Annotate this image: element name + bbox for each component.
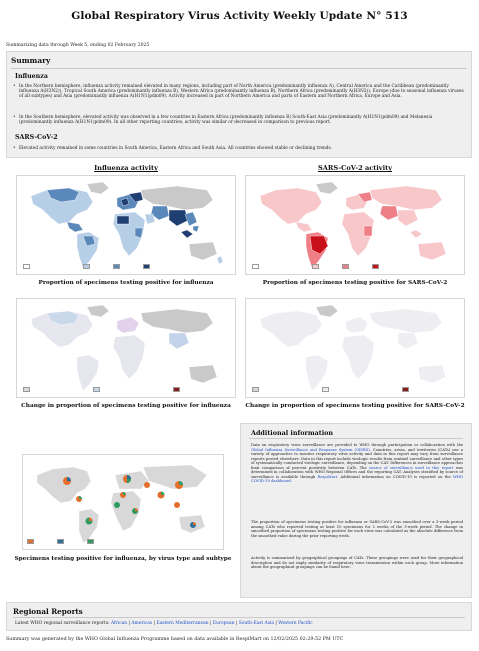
- info-paragraph-1: [251, 443, 463, 484]
- sars-heading: SARS-CoV-2: [15, 134, 58, 141]
- regional-link-americas[interactable]: Americas: [131, 621, 153, 626]
- pie-oceania: [190, 522, 196, 528]
- sars-proportion-map-graphic: [246, 176, 465, 275]
- regional-intro-text: Latest WHO regional surveillance reports:: [15, 621, 111, 626]
- pie-east-africa: [132, 508, 138, 514]
- page-title: Global Respiratory Virus Activity Weekly Update N° 513: [71, 10, 408, 22]
- sars-change-legend: [252, 387, 462, 397]
- sars-proportion-caption: Proportion of specimens testing positive for SARS-CoV-2: [262, 280, 448, 286]
- influenza-bullet-2: • In the Southern hemisphere, elevated activity was observed in a few countries in Eastern Africa (predominantly influenza B) South-East Asia (predominantly A(H1N1)pdm09) and Melanesia (predominantly influenza A(H1N1)pdm09). In all other reporting countries, activity was similar or decreased in comparison to previous report.: [19, 115, 465, 125]
- info-p1-text-b: . Countries, areas, and territories (CATs) use a variety of approaches to monitor respiratory virus activity and data in this report may vary from surveillance reports posted elsewhere. Data in this report include virologic results from sentinel surveillance and other types of systematically conducted virologic surveillance, depending on the CAT. Differences in surveillance approaches limit comparison of percent positivity between CATs. The: [251, 447, 463, 470]
- pie-south-america: [86, 518, 93, 525]
- respimart-link[interactable]: RespiMart: [317, 474, 338, 479]
- sars-change-caption: Change in proportion of specimens testing positive for SARS-CoV-2: [245, 403, 465, 409]
- generation-footer: Summary was generated by the WHO Global Influenza Programme based on data available in RespiMart on 12/02/2025 02:29:52 PM UTC: [6, 637, 344, 642]
- pie-europe: [123, 475, 131, 483]
- influenza-subtype-map-graphic: [23, 455, 224, 550]
- influenza-change-caption: Change in proportion of specimens testing positive for influenza: [21, 403, 231, 409]
- influenza-proportion-legend: [23, 264, 233, 274]
- influenza-change-legend: [23, 387, 233, 397]
- influenza-proportion-caption: Proportion of specimens testing positive for influenza: [38, 280, 214, 286]
- influenza-heading: Influenza: [15, 73, 48, 80]
- additional-info-divider: [249, 438, 463, 439]
- sars-proportion-map: [245, 175, 465, 275]
- influenza-subtype-legend: [27, 539, 223, 549]
- influenza-subtype-map: [22, 454, 224, 550]
- covid-dashboard-link[interactable]: WHO COVID-19 dashboard: [251, 474, 464, 484]
- regional-reports-heading: Regional Reports: [13, 607, 83, 616]
- summary-heading: Summary: [11, 56, 51, 65]
- pie-south-asia: [158, 492, 165, 499]
- regional-link-european[interactable]: European: [212, 621, 235, 626]
- influenza-change-map: [16, 298, 236, 398]
- pie-east-asia: [175, 481, 183, 489]
- summary-panel: [6, 51, 472, 158]
- pie-western-asia: [144, 482, 150, 488]
- sars-change-map-graphic: [246, 299, 465, 398]
- sars-activity-title: SARS-CoV-2 activity: [317, 164, 393, 172]
- regional-link-south-east-asia[interactable]: South-East Asia: [238, 621, 275, 626]
- info-paragraph-3: Activity is summarized by geographical groupings of CATs. These groupings were used for their geographical description and do not imply similarity of respiratory virus transmission within each group. More information about the geographical groupings can be found here.: [251, 556, 463, 570]
- regional-reports-panel: [6, 602, 472, 631]
- additional-info-panel: [240, 423, 472, 598]
- influenza-bullet-1: • In the Northern hemisphere, influenza activity remained elevated in many regions, including part of North America (predominantly influenza A), Central America and the Caribbean (predominantly influenza A(H3N2)), Tropical South America (predominantly influenza B), Western Africa (predominantly influenza B), Northern Africa (predominantly A(H3N2)), Europe (due to seasonal influenza viruses of all subtypes) and Asia (predominantly influenza A(H1N1)pdm09). Activity increased in part of Northern America and parts of Eastern and Northern Africa, Europe and Asia.: [19, 84, 465, 100]
- influenza-subtype-caption: Specimens testing positive for influenza, by virus type and subtype: [14, 556, 232, 562]
- regional-link-western-pacific[interactable]: Western Pacific: [278, 621, 313, 626]
- pie-west-africa: [114, 502, 120, 508]
- reporting-period: Summarizing data through Week 5, ending 02 February 2025: [6, 43, 150, 48]
- pie-north-america: [63, 477, 71, 485]
- info-p1-text-d: . Additional information on COVID-19 is reported on the: [337, 474, 453, 479]
- regional-reports-divider: [13, 617, 465, 618]
- sars-proportion-legend: [252, 264, 462, 274]
- summary-divider: [11, 68, 467, 69]
- regional-reports-links: Latest WHO regional surveillance reports: African | Americas | Eastern Mediterranean | European | South-East Asia | Western Pacific: [15, 621, 313, 626]
- surveillance-source-link[interactable]: source of surveillance used in this report: [369, 465, 454, 470]
- pie-north-africa: [120, 492, 126, 498]
- pie-south-east-asia: [174, 502, 180, 508]
- gisrs-link[interactable]: Global Influenza Surveillance and Response System (GISRS): [251, 447, 370, 452]
- info-p1-text-a: Data on respiratory virus surveillance are provided to WHO through participation or collaboration with the: [251, 443, 463, 447]
- sars-change-map: [245, 298, 465, 398]
- influenza-activity-title: Influenza activity: [94, 164, 158, 172]
- influenza-change-map-graphic: [17, 299, 236, 398]
- influenza-proportion-map-graphic: [17, 176, 236, 275]
- pie-central-america: [76, 496, 82, 502]
- sars-bullet-1: • Elevated activity remained in some countries in South America, Eastern Africa and South Asia. All countries showed stable or declining trends.: [19, 146, 465, 151]
- regional-link-eastern-mediterranean[interactable]: Eastern Mediterranean: [156, 621, 209, 626]
- info-p1-text-e: .: [290, 479, 292, 484]
- additional-info-heading: Additional information: [251, 429, 334, 437]
- influenza-proportion-map: [16, 175, 236, 275]
- regional-link-african[interactable]: African: [110, 621, 128, 626]
- info-p1-text-c: was determined in collaboration with WHO Regional Offices and the reporting CAT. Analyses stratified by source of surveillance is available through: [251, 465, 463, 479]
- info-paragraph-2: The proportion of specimens testing positive for influenza or SARS-CoV-2 was smoothed over a 3-week period among CATs who reported testing at least 10 specimens for 2 weeks of the 3-week period. The change in smoothed proportion of specimens testing positive for each virus was calculated as the absolute difference from the smoothed value during the prior reporting week.: [251, 520, 463, 538]
